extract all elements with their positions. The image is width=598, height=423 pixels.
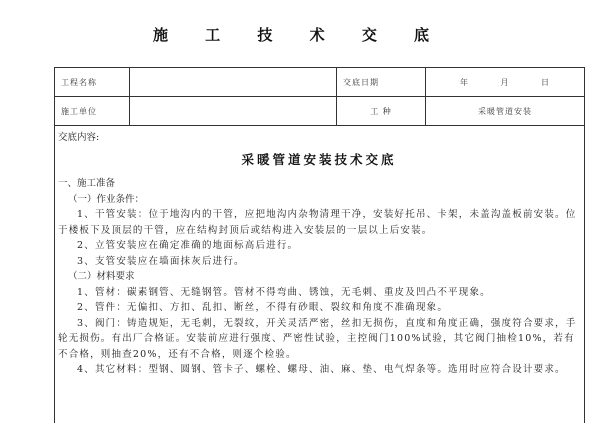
handover-content [58, 130, 580, 378]
paragraph: 1、干管安装：位于地沟内的干管，应把地沟内杂物清理干净，安装好托吊、卡架，未盖沟盖板前安装。位于楼板下及顶层的干管，应在结构封顶后或结构进入安装层的一层以上后安装。 [58, 209, 577, 236]
paragraph: 4、其它材料：型钢、圆钢、管卡子、螺栓、螺母、油、麻、垫、电气焊条等。选用时应符合设计要求。 [77, 364, 566, 375]
info-table [55, 68, 584, 126]
handover-form [54, 67, 585, 423]
subsection-heading: （一）作业条件： [68, 193, 145, 205]
handover-date-label: 交底日期 [337, 68, 426, 97]
construction-unit-value [130, 97, 337, 126]
paragraph: 2、立管安装应在确定准确的地面标高后进行。 [77, 240, 299, 251]
construction-unit-label: 施工单位 [55, 97, 130, 126]
paragraph: 3、阀门：铸造规矩，无毛刺，无裂纹，开关灵活严密，丝扣无损伤，直度和角度正确，强度符合要求，手轮无损伤。有出厂合格证。安装前应进行强度、严密性试验，主控阀门100%试验，其它阀门抽检10%，若有不合格，则抽查20%，还有不合格，则逐个检验。 [58, 317, 577, 360]
paragraph: 2、管件：无偏扣、方扣、乱扣、断丝，不得有砂眼、裂纹和角度不准确现象。 [77, 302, 449, 313]
content-subtitle: 采暖管道安装技术交底 [241, 151, 397, 167]
handover-content-label: 交底内容: [58, 132, 100, 143]
project-name-label: 工程名称 [55, 68, 130, 97]
paragraph: 3、支管安装应在墙面抹灰后进行。 [77, 255, 245, 267]
subsection-heading: （二）材料要求 [68, 271, 135, 282]
project-name-value [130, 68, 337, 97]
handover-date-value [426, 68, 585, 97]
document-title: 施 工 技 术 交 底 [152, 26, 446, 44]
info-row-project [55, 68, 584, 97]
work-type-value: 采暖管道安装 [426, 97, 585, 126]
day-label: 日 [541, 77, 551, 87]
section-heading: 一、施工准备 [58, 178, 116, 189]
year-label: 年 [459, 77, 469, 87]
paragraph: 1、管材：碳素钢管、无缝钢管。管材不得弯曲、锈蚀，无毛刺、重皮及凹凸不平现象。 [77, 286, 491, 298]
info-row-unit [55, 97, 584, 126]
work-type-label: 工 种 [337, 97, 426, 126]
month-label: 月 [500, 77, 510, 87]
